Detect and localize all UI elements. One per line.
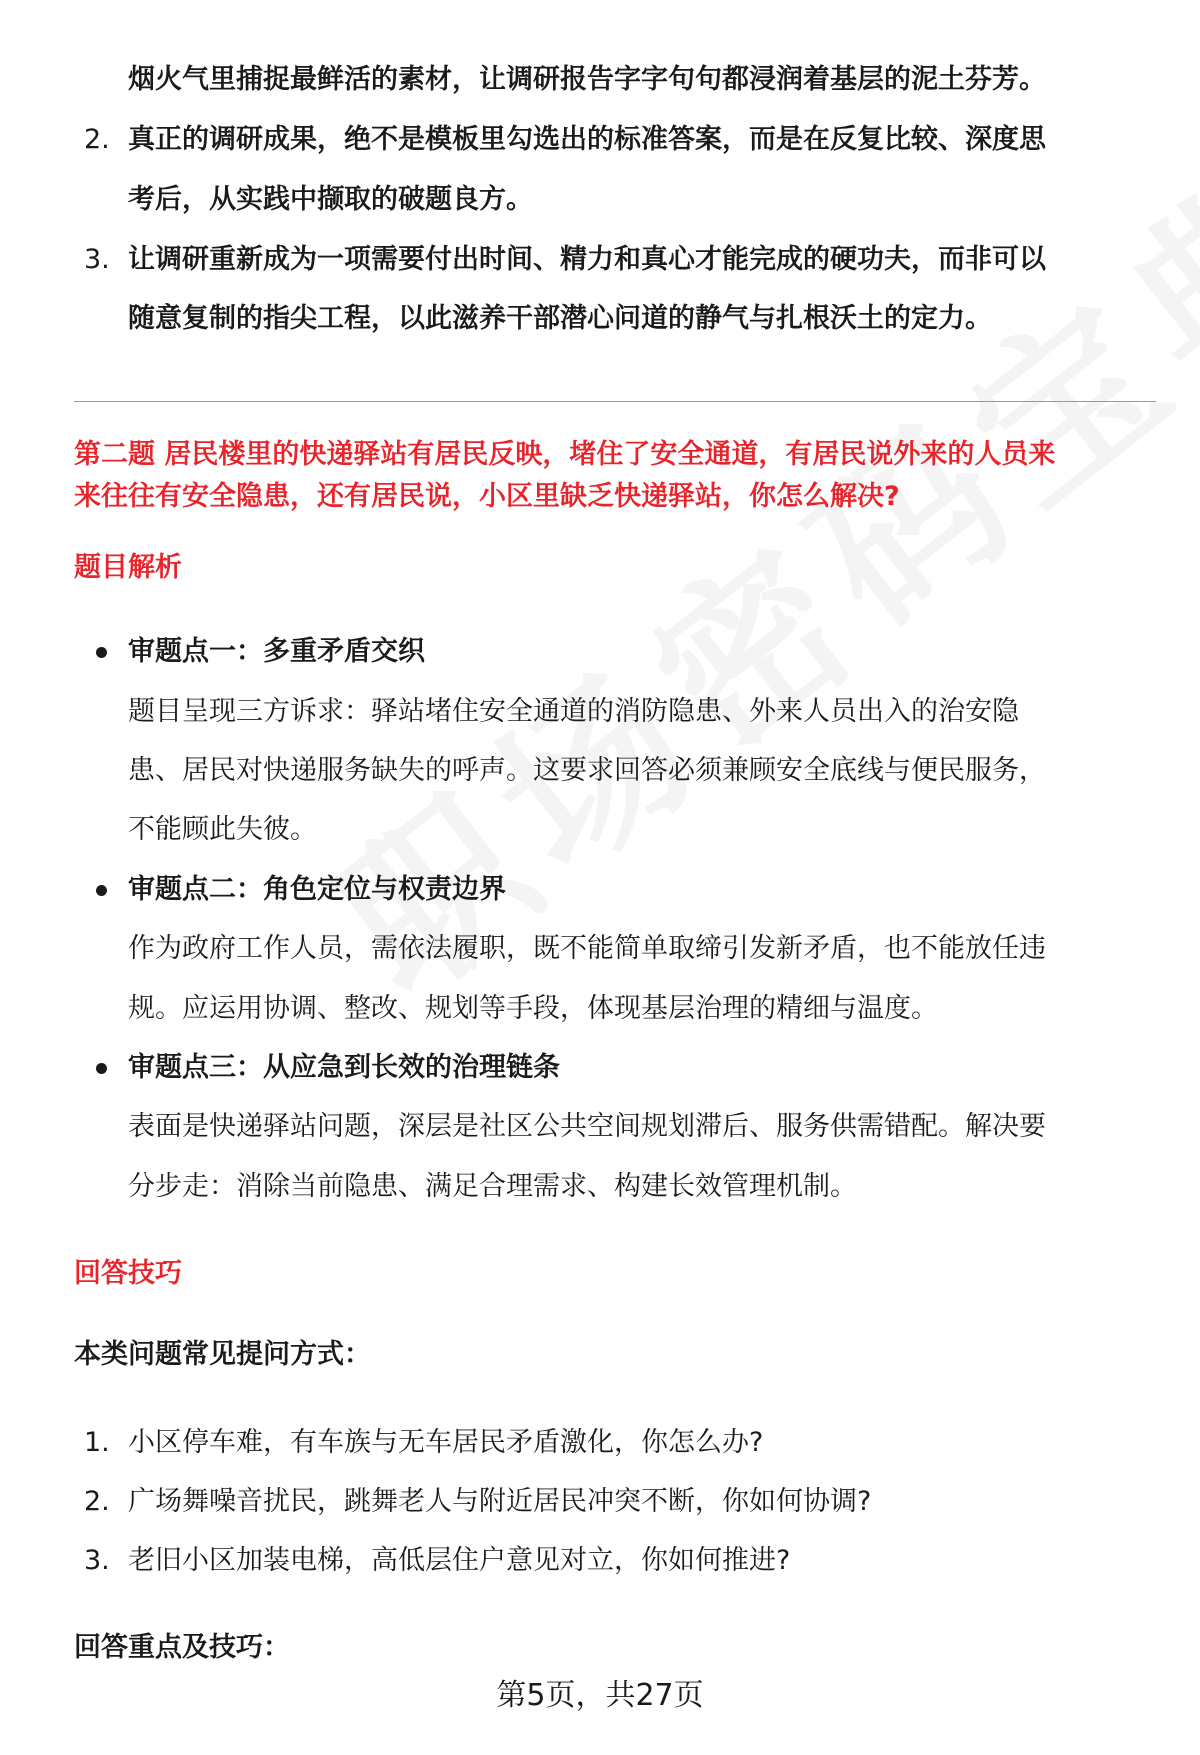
common-questions-heading: 本类问题常见提问方式：	[74, 1339, 371, 1370]
list-item-number: 1.	[84, 1427, 110, 1458]
intro-continuation-line: 烟火气里捕捉最鲜活的素材，让调研报告字字句句都浸润着基层的泥土芬芳。	[128, 64, 1046, 95]
list-item-number: 3.	[84, 244, 110, 275]
page-number: 第5页，共27页	[496, 1678, 704, 1713]
list-item-number: 3.	[84, 1545, 110, 1576]
analysis-point-title: 审题点一：多重矛盾交织	[128, 636, 425, 667]
analysis-point-title: 审题点二：角色定位与权责边界	[128, 874, 506, 905]
list-item-text: 广场舞噪音扰民，跳舞老人与附近居民冲突不断，你如何协调?	[128, 1486, 872, 1517]
list-item-text: 老旧小区加装电梯，高低层住户意见对立，你如何推进?	[128, 1545, 791, 1576]
list-item-number: 2.	[84, 1486, 110, 1517]
question-title-line: 来往往有安全隐患，还有居民说，小区里缺乏快递驿站，你怎么解决?	[74, 481, 900, 512]
list-item-line: 随意复制的指尖工程，以此滋养干部潜心问道的静气与扎根沃土的定力。	[128, 303, 992, 334]
list-item-line: 让调研重新成为一项需要付出时间、精力和真心才能完成的硬功夫，而非可以	[128, 244, 1046, 275]
list-item-number: 2.	[84, 124, 110, 155]
analysis-point-text: 作为政府工作人员，需依法履职，既不能简单取缔引发新矛盾，也不能放任违	[128, 933, 1046, 964]
bullet-icon	[96, 1063, 107, 1074]
analysis-point-text: 规。应运用协调、整改、规划等手段，体现基层治理的精细与温度。	[128, 993, 938, 1024]
key-points-heading: 回答重点及技巧：	[74, 1632, 290, 1663]
analysis-point-text: 分步走：消除当前隐患、满足合理需求、构建长效管理机制。	[128, 1171, 857, 1202]
section-divider	[74, 401, 1156, 402]
analysis-point-text: 表面是快递驿站问题，深层是社区公共空间规划滞后、服务供需错配。解决要	[128, 1111, 1046, 1142]
bullet-icon	[96, 647, 107, 658]
analysis-point-text: 题目呈现三方诉求：驿站堵住安全通道的消防隐患、外来人员出入的治安隐	[128, 696, 1019, 727]
question-title-line: 第二题 居民楼里的快递驿站有居民反映，堵住了安全通道，有居民说外来的人员来	[74, 439, 1056, 470]
analysis-point-text: 不能顾此失彼。	[128, 814, 317, 845]
analysis-point-text: 患、居民对快递服务缺失的呼声。这要求回答必须兼顾安全底线与便民服务，	[128, 755, 1046, 786]
analysis-point-title: 审题点三：从应急到长效的治理链条	[128, 1052, 560, 1083]
list-item-text: 小区停车难，有车族与无车居民矛盾激化，你怎么办?	[128, 1427, 764, 1458]
tips-heading: 回答技巧	[74, 1258, 182, 1289]
list-item-line: 考后，从实践中撷取的破题良方。	[128, 184, 533, 215]
analysis-heading: 题目解析	[74, 552, 182, 583]
list-item-line: 真正的调研成果，绝不是模板里勾选出的标准答案，而是在反复比较、深度思	[128, 124, 1046, 155]
bullet-icon	[96, 885, 107, 896]
